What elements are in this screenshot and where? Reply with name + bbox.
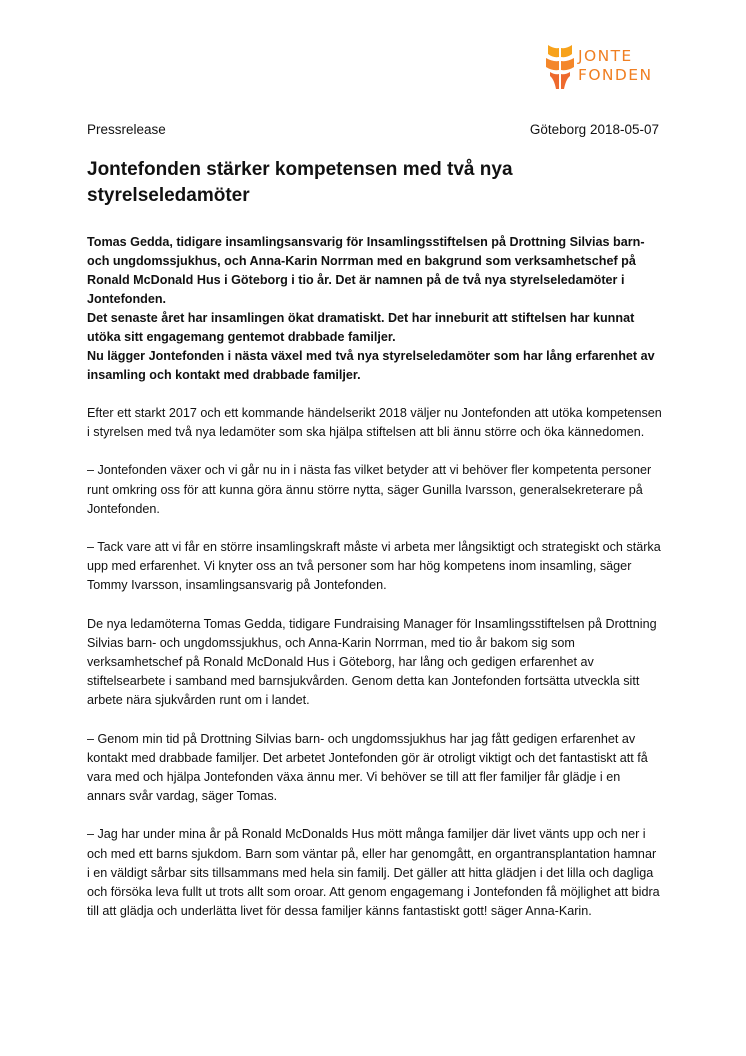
logo-line-2: FONDEN (578, 66, 653, 84)
page-title: Jontefonden stärker kompetensen med två nya styrelseledamöter (87, 159, 513, 206)
lead-paragraph: Nu lägger Jontefonden i nästa växel med två nya styrelseledamöter som har lång erfarenhet av insamling och kontakt med drabbade familjer. (87, 349, 655, 382)
lead-paragraph: Det senaste året har insamlingen ökat dramatiskt. Det har inneburit att stiftelsen har kunnat utöka sitt engagemang gentemot drabbade familjer. (87, 311, 635, 344)
quote-paragraph: – Jontefonden växer och vi går nu in i nästa fas vilket betyder att vi behöver fler kompetenta personer runt omkring oss för att kunna göra ännu större nytta, säger Gunilla Ivarsson, generalsekreterare på Jontefonden. (87, 463, 652, 516)
lead-paragraph: Tomas Gedda, tidigare insamlingsansvarig för Insamlingsstiftelsen på Drottning Silvias barn- och ungdomssjukhus, och Anna-Karin Norrman med en bakgrund som verksamhetschef på Ronald McDonald Hus i Göteborg i tio år. Det är namnen på de två nya styrelseledamöter i Jontefonden. (87, 235, 645, 306)
quote-paragraph: – Jag har under mina år på Ronald McDonalds Hus mött många familjer där livet vänts upp och ner i och med ett barns sjukdom. Barn som väntar på, eller har genomgått, en organtransplantation hamnar i en väldigt sårbar sits tillsammans med hela sin familj. Det gäller att hitta glädjen i det lilla och dagliga och försöka leva fullt ut trots allt som oroar. Att genom engagemang i Jontefonden få möjlighet att bidra till att glädja och underlätta livet för dessa familjer känns fantastiskt gott! säger Anna-Karin. (87, 827, 660, 919)
document-type: Pressrelease (87, 122, 166, 137)
quote-paragraph: – Genom min tid på Drottning Silvias barn- och ungdomssjukhus har jag fått gedigen erfarenhet av kontakt med drabbade familjer. Det arbetet Jontefonden gör är otroligt viktigt och det fantastiskt att få vara med och hjälpa Jontefonden växa ännu mer. Vi behöver se till att fler familjer får glädje i en annars svår vardag, säger Tomas. (87, 731, 648, 804)
place-date: Göteborg 2018-05-07 (529, 122, 659, 137)
press-release-body (87, 233, 662, 921)
book-hands-logo-icon (545, 43, 575, 91)
logo-wordmark (578, 47, 652, 85)
jontefonden-logo (545, 43, 665, 91)
body-paragraph: De nya ledamöterna Tomas Gedda, tidigare Fundraising Manager för Insamlingsstiftelsen på Drottning Silvias barn- och ungdomssjukhus, och Anna-Karin Norrman, med tio år bakom sig som verksamhetschef på Ronald McDonald Hus i Göteborg, har lång och gedigen erfarenhet av stiftelsearbete i samband med barnsjukvården. Genom detta kan Jontefonden fortsätta utveckla sitt arbete nära sjukvården runt om i landet. (87, 616, 657, 708)
logo-line-1: JONTE (578, 47, 633, 65)
lead-section (87, 233, 662, 385)
body-paragraph: Efter ett starkt 2017 och ett kommande händelserikt 2018 väljer nu Jontefonden att utöka kompetensen i styrelsen med två nya ledamöter som ska hjälpa stiftelsen att bli ännu större och öka kännedomen. (87, 406, 662, 440)
quote-paragraph: – Tack vare att vi får en större insamlingskraft måste vi arbeta mer långsiktigt och strategiskt och stärka upp med erfarenhet. Vi knyter oss an två personer som har hög kompetens inom insamling, säger Tommy Ivarsson, insamlingsansvarig på Jontefonden. (87, 540, 661, 593)
